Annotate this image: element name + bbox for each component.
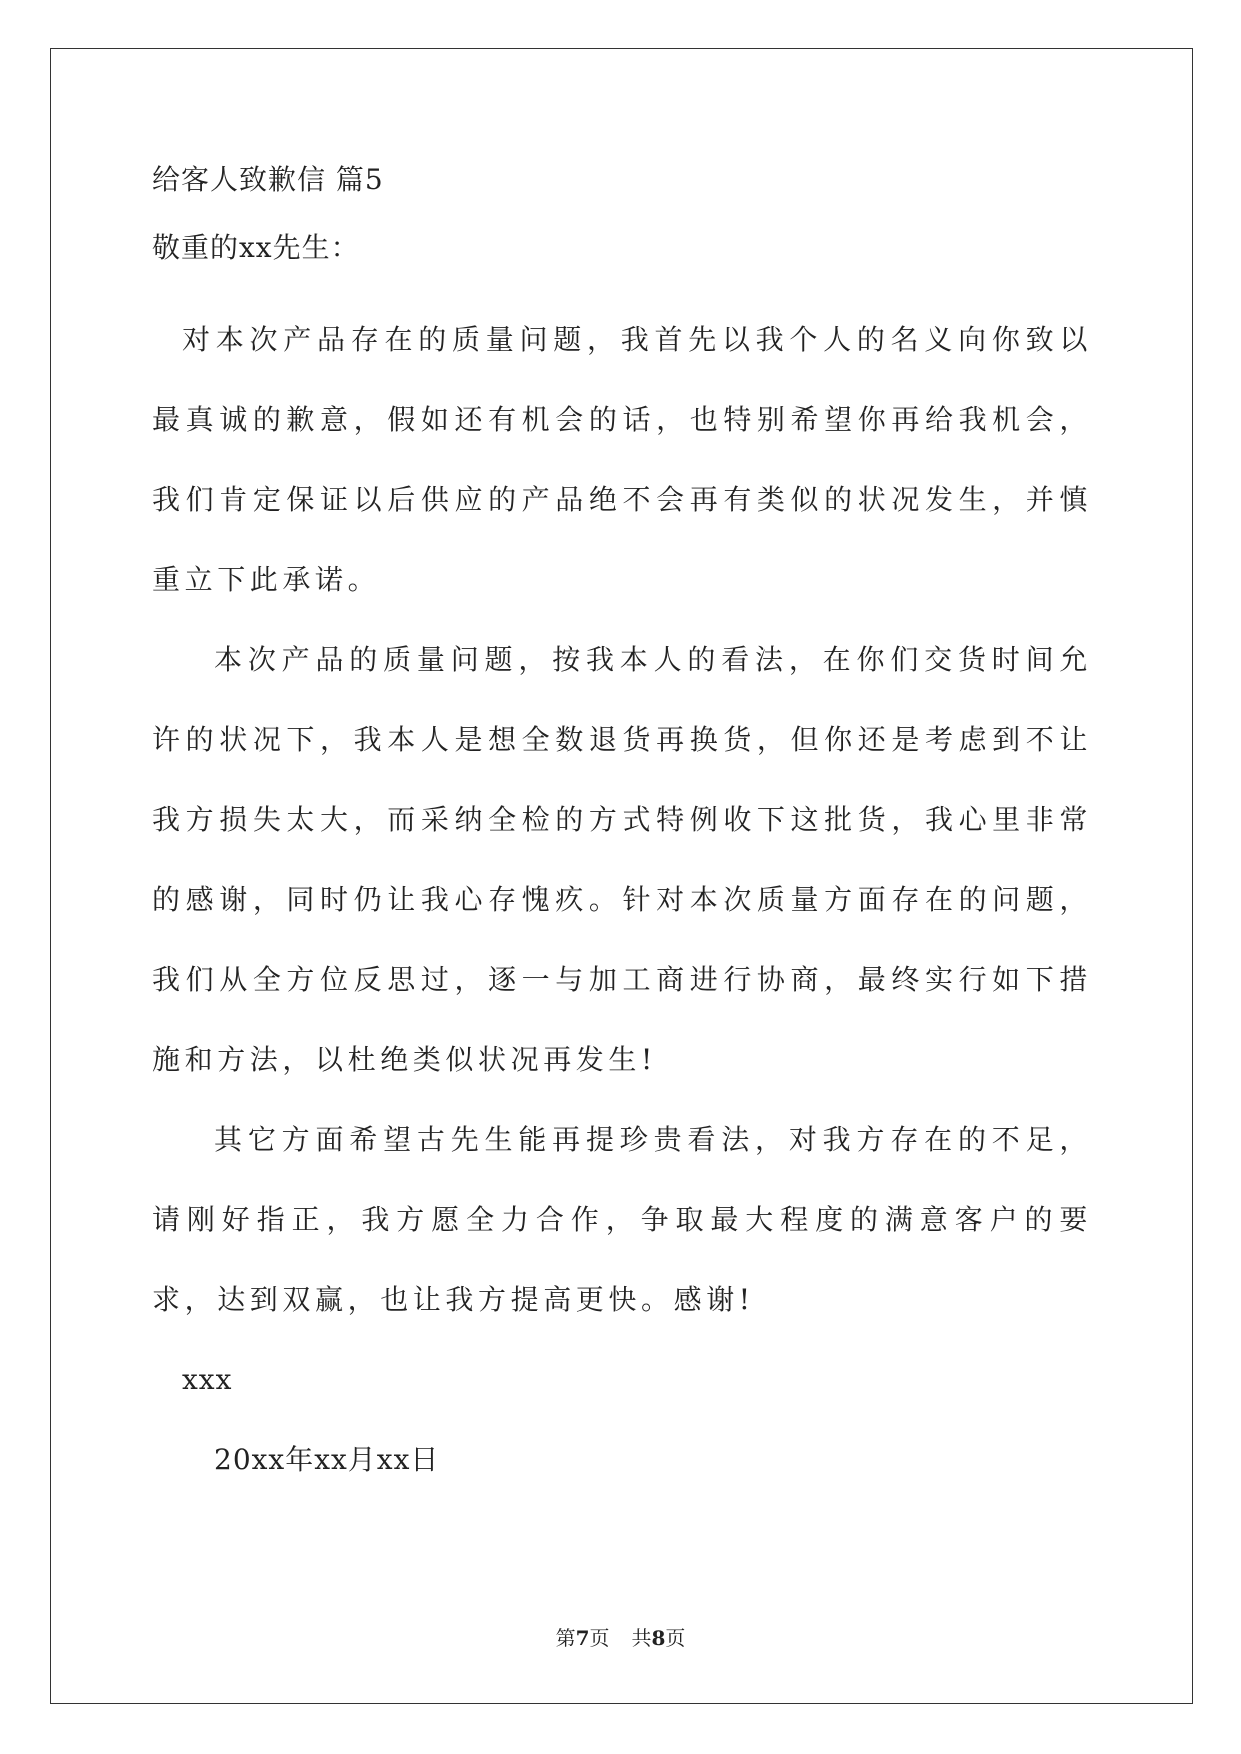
- page-number-footer: [0, 1626, 1241, 1650]
- letter-date: 20xx年xx月xx日: [214, 1443, 440, 1476]
- paragraph-apology: 对本次产品存在的质量问题，我首先以我个人的名义向你致以最真诚的歉意，假如还有机会的话，也特别希望你再给我机会，我们肯定保证以后供应的产品绝不会再有类似的状况发生，并慎重立下此承诺。: [152, 323, 1092, 596]
- paragraph-closing-request: 其它方面希望古先生能再提珍贵看法，对我方存在的不足，请刚好指正，我方愿全力合作，争取最大程度的满意客户的要求，达到双赢，也让我方提高更快。感谢!: [152, 1123, 1092, 1316]
- salutation: 敬重的xx先生：: [152, 231, 360, 264]
- total-prefix: 共: [631, 1626, 652, 1650]
- total-suffix: 页: [665, 1626, 686, 1650]
- page-suffix: 页: [589, 1626, 610, 1650]
- page-prefix: 第: [555, 1626, 576, 1650]
- page-current: 7: [575, 1626, 590, 1650]
- signature: xxx: [182, 1363, 233, 1396]
- paragraph-quality-issue: 本次产品的质量问题，按我本人的看法，在你们交货时间允许的状况下，我本人是想全数退货再换货，但你还是考虑到不让我方损失太大，而采纳全检的方式特例收下这批货，我心里非常的感谢，同时仍让我心存愧疚。针对本次质量方面存在的问题，我们从全方位反思过，逐一与加工商进行协商，最终实行如下措施和方法，以杜绝类似状况再发生!: [152, 643, 1092, 1076]
- document-title: 给客人致歉信 篇5: [152, 163, 384, 196]
- letter-body: [152, 160, 1092, 1500]
- page-total: 8: [651, 1626, 666, 1650]
